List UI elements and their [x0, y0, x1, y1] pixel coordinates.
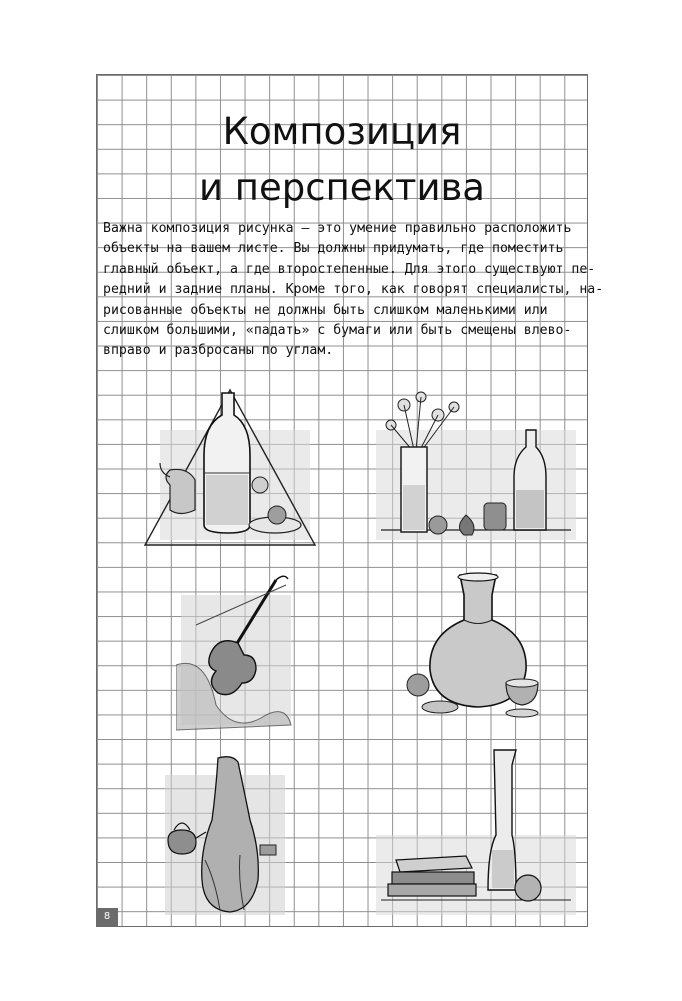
page-title [96, 104, 588, 216]
intro-line: главный объект, а где второстепенные. Для этого существуют пе- [103, 261, 596, 277]
intro-line: Важна композиция рисунка — это умение правильно расположить [103, 221, 572, 236]
bottle-teapot-plate-sketch [140, 385, 320, 550]
page-number: 8 [96, 908, 118, 926]
sketch-drawing [376, 385, 576, 550]
title-line-1: Композиция [222, 110, 462, 153]
intro-line: рисованные объекты не должны быть слишком маленькими или [103, 302, 548, 318]
jug-cup-fruit-sketch [398, 565, 558, 735]
sketch-drawing [176, 565, 296, 735]
intro-line: вправо и разбросаны по углам. [103, 343, 334, 359]
teapot-cloth-sketch [160, 750, 290, 915]
books-bottle-fruit-sketch [376, 740, 576, 915]
title-line-2: и перспектива [199, 166, 485, 209]
sketch-drawing [376, 740, 576, 915]
sketch-drawing [140, 385, 320, 550]
violin-drapery-sketch [176, 565, 296, 735]
intro-paragraph [103, 219, 604, 362]
intro-line: объекты на вашем листе. Вы должны придумать, где поместить [103, 241, 564, 257]
intro-line: слишком большими, «падать» с бумаги или быть смещены влево- [103, 323, 572, 339]
intro-line: редний и задние планы. Кроме того, как говорят специалисты, на- [103, 282, 604, 298]
flowers-vase-bottle-sketch [376, 385, 576, 550]
sketch-drawing [398, 565, 558, 735]
sketch-drawing [160, 750, 290, 915]
